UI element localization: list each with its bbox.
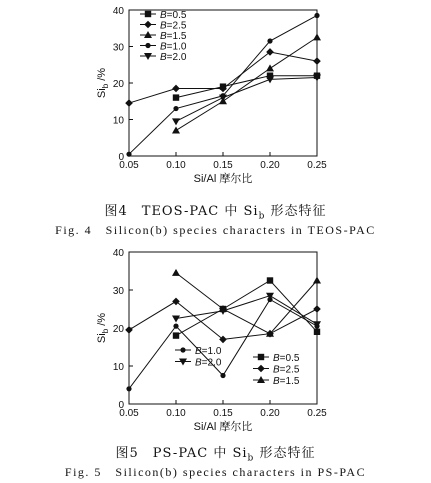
data-point — [313, 33, 321, 40]
y-tick-label: 10 — [112, 115, 124, 127]
data-point — [173, 94, 179, 100]
legend-label: B=1.0 — [160, 41, 187, 53]
y-tick-label: 30 — [112, 42, 124, 54]
data-point — [173, 332, 179, 338]
figure-5-caption-zh: 图5 PS-PAC 中 $Si_b$ 形态特征 — [115, 446, 316, 464]
series-line — [176, 76, 317, 98]
x-tick-label: 0.05 — [119, 408, 139, 419]
legend-label: B=2.0 — [195, 357, 222, 369]
legend-marker — [145, 11, 151, 17]
data-point — [172, 126, 180, 133]
data-point — [313, 305, 321, 313]
data-point — [314, 329, 320, 335]
data-point — [126, 386, 131, 391]
x-tick-label: 0.20 — [260, 408, 280, 419]
legend-label: B=0.5 — [160, 10, 187, 21]
x-tick-label: 0.15 — [213, 408, 233, 419]
series-line — [176, 78, 317, 122]
x-axis-label: Si/Al 摩尔比 — [193, 421, 253, 433]
plot-frame — [129, 10, 317, 156]
legend-1 — [175, 346, 222, 369]
series-B-0.5 — [173, 277, 320, 339]
data-point — [313, 277, 321, 284]
legend-1 — [140, 10, 187, 63]
figure-4 — [0, 0, 431, 240]
legend-label: B=2.0 — [160, 52, 187, 63]
data-point — [126, 152, 131, 157]
series-B-2.0 — [172, 293, 321, 329]
legend-label: B=2.5 — [273, 364, 300, 376]
data-point — [172, 269, 180, 276]
y-axis-label: $Si_b$ /% — [96, 67, 110, 99]
data-point — [172, 118, 180, 125]
legend-marker — [144, 21, 152, 29]
data-point — [266, 76, 274, 83]
legend-label: B=0.5 — [273, 353, 300, 364]
x-axis-label: Si/Al 摩尔比 — [193, 173, 253, 185]
data-point — [173, 324, 178, 329]
legend-marker — [145, 43, 150, 48]
series-line — [176, 37, 317, 130]
y-tick-label: 10 — [112, 362, 124, 373]
y-tick-label: 20 — [112, 79, 124, 90]
x-tick-label: 0.10 — [166, 408, 186, 419]
figure-5 — [0, 240, 431, 483]
y-axis-label: $Si_b$ /% — [96, 312, 110, 344]
data-point — [266, 64, 274, 71]
x-tick-label: 0.25 — [307, 160, 327, 171]
data-point — [173, 106, 178, 111]
y-tick-label: 0 — [118, 400, 124, 411]
data-point — [267, 38, 272, 43]
series-B-2.0 — [172, 75, 321, 126]
figure-4-caption-en: Fig. 4 Silicon(b) species characters in TEOS-PAC — [55, 223, 376, 237]
series-B-1.5 — [172, 33, 321, 133]
x-tick-label: 0.10 — [166, 160, 186, 171]
legend-marker — [257, 365, 265, 373]
y-tick-label: 30 — [112, 286, 124, 297]
chart-teos-pac — [0, 0, 431, 200]
x-tick-label: 0.25 — [307, 408, 327, 419]
legend-label: B=2.5 — [160, 20, 187, 32]
data-point — [219, 95, 227, 102]
data-point — [314, 13, 319, 18]
x-tick-label: 0.05 — [119, 160, 139, 171]
data-point — [172, 85, 180, 93]
y-tick-label: 0 — [118, 152, 124, 163]
series-B-0.5 — [173, 73, 320, 101]
data-point — [267, 277, 273, 283]
data-point — [125, 326, 133, 334]
x-tick-label: 0.15 — [213, 160, 233, 171]
legend-label: B=1.5 — [273, 376, 300, 387]
legend-2 — [253, 353, 300, 387]
data-point — [313, 57, 321, 65]
data-point — [125, 99, 133, 107]
legend-marker — [258, 354, 264, 360]
figure-4-caption-zh: 图4 TEOS-PAC 中 $Si_b$ 形态特征 — [104, 204, 327, 222]
legend-label: B=1.0 — [195, 346, 222, 357]
y-tick-label: 40 — [112, 248, 124, 259]
data-point — [220, 373, 225, 378]
data-point — [172, 316, 180, 323]
figure-5-caption-en: Fig. 5 Silicon(b) species characters in PS-PAC — [64, 465, 367, 479]
chart-ps-pac — [0, 240, 431, 440]
y-tick-label: 40 — [112, 6, 124, 17]
x-tick-label: 0.20 — [260, 160, 280, 171]
legend-marker — [180, 347, 185, 352]
y-tick-label: 20 — [112, 324, 124, 335]
legend-label: B=1.5 — [160, 31, 187, 42]
